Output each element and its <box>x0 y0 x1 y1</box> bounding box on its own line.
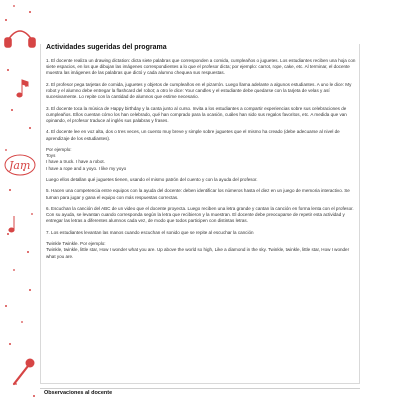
example-intro: Por ejemplo: <box>46 146 72 152</box>
music-note-icon <box>9 216 14 232</box>
activity-paragraph: 2. El profesor pega tarjetas de comida, juguetes y objetos de cumpleaños en el pizarrón. Luego llama adelante a algunos estudiantes. A uno le dice: My robot y el alumno debe entregar la flashcard del robot; a otro le dice: Your candles y el estudiante debe quedarse con la tarjeta de velas y así sucesivamente. Lo repite con la cantidad de alumnos que estime necesario. <box>46 81 352 100</box>
document-body <box>46 44 358 265</box>
section-title: Actividades sugeridas del programa <box>46 44 167 51</box>
jam-doodle-icon <box>5 155 35 175</box>
activity-paragraph: 7. Los estudiantes levantan las manos cuando escuchan el sonido que se repite al escuchar la canción <box>46 229 254 235</box>
example-line: I have a rope and a yoyo. I like my yoyo <box>46 165 127 171</box>
activity-paragraph: 5. Hacen una competencia entre equipos con la ayuda del docente: deben identificar los números hasta el diez en un juego de memoria interactivo. Se turnan para jugar y gana el equipo con más respuestas correctas. <box>46 188 350 200</box>
decorative-dots <box>5 5 35 397</box>
observations-label: Observaciones al docente <box>44 390 113 396</box>
observations-box <box>40 388 360 400</box>
song-lyrics: Twinkle, twinkle, little star, How I wonder what you are. Up above the world so high, Like a diamond in the sky. Twinkle, twinkle, little star, How I wonder what you are. <box>46 247 350 259</box>
margin-decoration <box>0 0 40 400</box>
music-note-icon <box>17 80 28 97</box>
svg-text:Jam: Jam <box>9 159 31 172</box>
activity-paragraph: 6. Escuchan la canción del ABC de un video que el docente proyecta. Luego reciben una letra grande y cantan la canción en forma lenta con el profesor. Con su ayuda, se levantan cuando corresponda según la letra que recibieron y la muestran. El docente debe preocuparse de repetir esta actividad y entregar las letras a diferentes alumnos cada vez, de modo que todos participen con distintas letras. <box>46 205 354 224</box>
example-after: Luego ellos detallan qué juguetes tienen, usando el mismo patrón del cuento y con la ayuda del profesor. <box>46 176 258 182</box>
activity-paragraph: 4. El docente lee en voz alta, dos o tres veces, un cuento muy breve y simple sobre juguetes que el mismo ha creado (debe adecuarse al nivel de aprendizaje de los estudiantes). <box>46 129 340 141</box>
example-line: I have a truck. I have a robot. <box>46 159 105 165</box>
headphones-icon <box>5 31 35 47</box>
song-intro: Twinkle Twinkle. Por ejemplo: <box>46 241 106 247</box>
microphone-icon <box>14 359 35 385</box>
activity-paragraph: 3. El docente toca la música de Happy birthday y la canta junto al curso. Invita a los estudiantes a compartir experiencias sobre sus celebraciones de cumpleaños. Ellos cuentan cómo los han celebrado, qué han comprado para la ocasión, cuáles han sido sus regalos favoritos, etc. A medida que van opinando, el profesor traduce al inglés sus palabras y frases. <box>46 105 347 123</box>
example-line: Toys <box>46 153 56 159</box>
activity-paragraph: 1. El docente realiza un drawing dictation: dicta siete palabras que corresponden a comida, cumpleaños o juguetes. Los estudiantes reciben una hoja con siete espacios, en los que dibujan las imágenes correspondientes a lo que el profesor dicta; por ejemplo: carrot, rope, cake, etc. Al terminar, el docente muestra las imágenes de las palabras que dictó y cada alumno chequea sus respuestas. <box>46 58 356 76</box>
